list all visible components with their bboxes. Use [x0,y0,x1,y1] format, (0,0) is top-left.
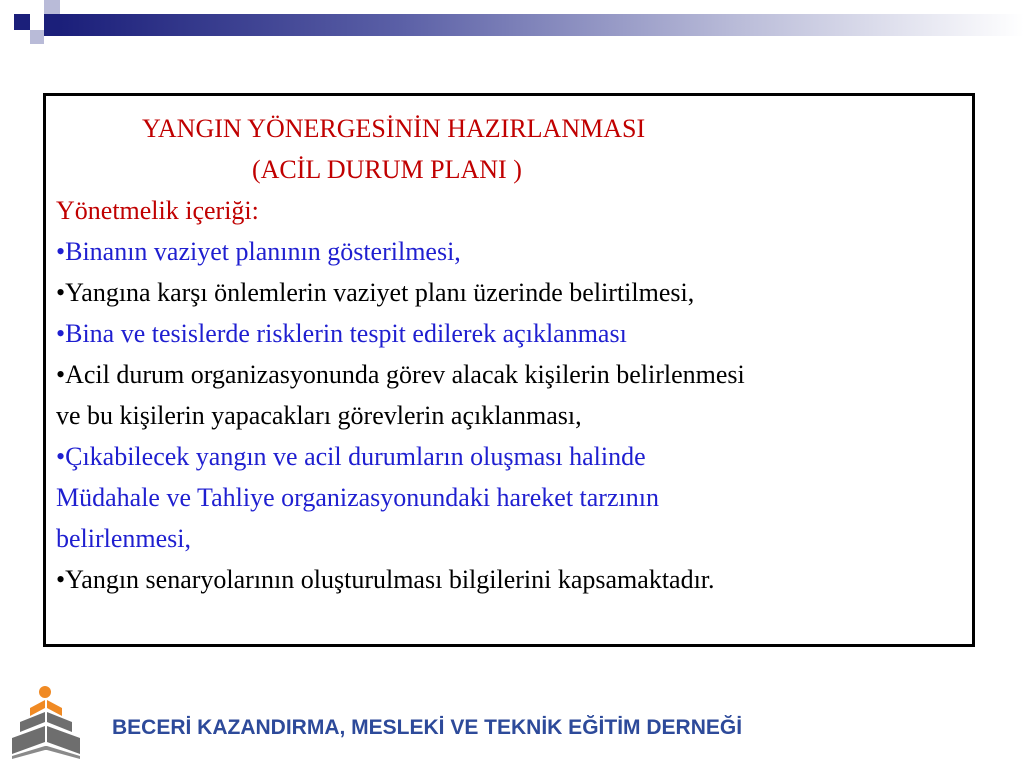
header-gradient-bar [60,14,1024,36]
list-item: •Acil durum organizasyonunda görev alacak kişilerin belirlenmesi [56,360,745,389]
list-item-continued: ve bu kişilerin yapacakları görevlerin açıklanması, [56,401,582,430]
list-item-continued: Müdahale ve Tahliye organizasyonundaki hareket tarzının [56,483,659,512]
header-square [30,30,44,44]
header-square [44,0,60,14]
organization-name: BECERİ KAZANDIRMA, MESLEKİ VE TEKNİK EĞİTİM DERNEĞİ [112,716,743,739]
list-item: •Çıkabilecek yangın ve acil durumların oluşması halinde [56,442,646,471]
slide-title-sub: (ACİL DURUM PLANI ) [252,155,522,184]
slide-title: YANGIN YÖNERGESİNİN HAZIRLANMASI [142,114,646,143]
list-item: •Yangına karşı önlemlerin vaziyet planı üzerinde belirtilmesi, [56,278,695,307]
list-item-continued: belirlenmesi, [56,524,192,553]
list-item: •Bina ve tesislerde risklerin tespit edilerek açıklanması [56,319,627,348]
list-item: •Binanın vaziyet planının gösterilmesi, [56,237,461,266]
content-box [43,93,975,647]
header-square [14,14,30,30]
header-square [44,14,60,36]
book-tree-logo-icon [8,684,86,760]
content-subtitle: Yönetmelik içeriği: [56,196,259,225]
list-item: •Yangın senaryolarının oluşturulması bilgilerini kapsamaktadır. [56,565,715,594]
